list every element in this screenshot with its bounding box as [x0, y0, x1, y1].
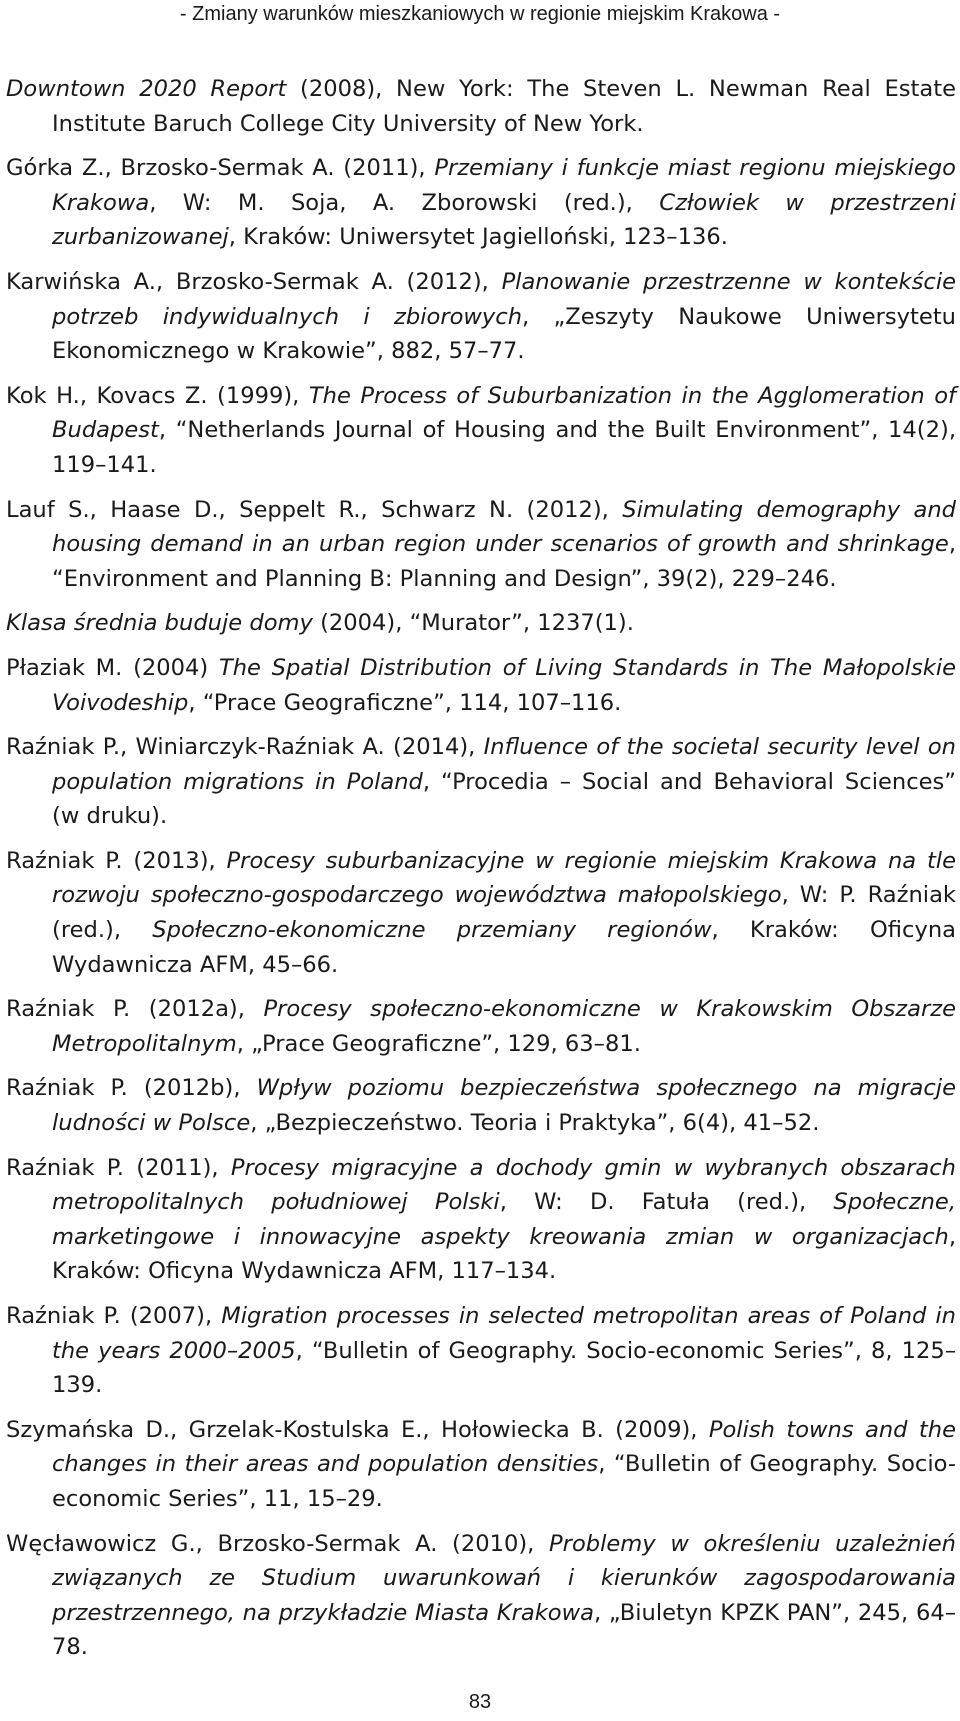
reference-text: Raźniak P. (2013), [6, 847, 227, 874]
reference-text: , W: D. Fatuła (red.), [499, 1189, 834, 1216]
reference-entry [6, 606, 956, 641]
reference-entry [6, 1413, 956, 1517]
reference-title-italic: Procesy suburbanizacyjne w regionie miejskim Krakowa na tle rozwoju społeczno-gospodarczego województwa małopolskiego [52, 847, 956, 909]
reference-text: , “Netherlands Journal of Housing and the Built Environment”, 14(2), 119–141. [52, 417, 956, 478]
reference-text: Płaziak M. (2004) [6, 654, 219, 681]
reference-text: Raźniak P. (2012a), [6, 996, 264, 1023]
reference-text: Raźniak P. (2007), [6, 1303, 222, 1329]
reference-entry [6, 1527, 956, 1665]
reference-title-italic: Wpływ poziomu bezpieczeństwa społecznego na migracje ludności w Polsce [52, 1075, 956, 1137]
reference-title-italic: Migration processes in selected metropolitan areas of Poland in the years 2000–2005 [52, 1303, 957, 1364]
reference-text: , Kraków: Oficyna Wydawnicza AFM, 45–66. [52, 917, 956, 978]
reference-title-italic: The Spatial Distribution of Living Standards in The Małopolskie Voivodeship [52, 654, 956, 716]
reference-title-italic: Simulating demography and housing demand in an urban region under scenarios of growth and shrinkage [52, 496, 956, 558]
reference-text: , “Prace Geograficzne”, 114, 107–116. [188, 689, 622, 716]
reference-title-italic: Człowiek w przestrzeni zurbanizowanej [52, 189, 956, 251]
reference-entry [6, 151, 956, 255]
reference-text: , “Bulletin of Geography. Socio-economic Series”, 8, 125–139. [52, 1337, 956, 1399]
reference-entry [6, 730, 956, 834]
reference-entry [6, 1071, 956, 1140]
reference-entry [6, 72, 956, 141]
reference-text: Lauf S., Haase D., Seppelt R., Schwarz N. (2012), [6, 496, 623, 523]
reference-text: Karwińska A., Brzosko-Sermak A. (2012), [6, 268, 502, 295]
reference-entry [6, 844, 956, 982]
reference-title-italic: Planowanie przestrzenne w kontekście potrzeb indywidualnych i zbiorowych [52, 268, 956, 330]
reference-title-italic: Klasa średnia buduje domy [6, 610, 313, 637]
reference-title-italic: Przemiany i funkcje miast regionu miejskiego Krakowa [52, 155, 956, 216]
reference-entry [6, 992, 956, 1061]
reference-text: Górka Z., Brzosko-Sermak A. (2011), [6, 155, 435, 182]
page-number: 83 [468, 1691, 492, 1713]
reference-entry [6, 493, 956, 597]
reference-text: , “Environment and Planning B: Planning and Design”, 39(2), 229–246. [52, 531, 956, 592]
reference-title-italic: Influence of the societal security level on population migrations in Poland [52, 734, 956, 795]
reference-text: Węcławowicz G., Brzosko-Sermak A. (2010), [6, 1530, 550, 1557]
reference-text: , “Bulletin of Geography. Socio-economic Series”, 11, 15–29. [52, 1451, 956, 1512]
reference-entry [6, 1151, 956, 1289]
reference-title-italic: Downtown 2020 Report [6, 76, 287, 102]
reference-title-italic: Procesy migracyjne a dochody gmin w wybranych obszarach metropolitalnych południowej Polski [52, 1154, 956, 1216]
reference-title-italic: Społeczno-ekonomiczne przemiany regionów [152, 917, 712, 944]
reference-entry [6, 1299, 956, 1403]
reference-text: , Kraków: Uniwersytet Jagielloński, 123–136. [228, 224, 728, 251]
reference-text: , „Biuletyn KPZK PAN”, 245, 64–78. [52, 1599, 956, 1661]
reference-text: , W: P. Raźniak (red.), [52, 882, 957, 944]
running-head: - Zmiany warunków mieszkaniowych w regionie miejskim Krakowa - [179, 3, 781, 25]
reference-title-italic: Polish towns and the changes in their areas and population densities [52, 1416, 956, 1478]
reference-title-italic: Problemy w określeniu uzależnień związanych ze Studium uwarunkowań i kierunków zagospodarowania przestrzennego, na przykładzie Miasta Krakowa [52, 1530, 956, 1626]
reference-text: Raźniak P. (2011), [6, 1154, 231, 1181]
reference-text: , “Procedia – Social and Behavioral Sciences” (w druku). [52, 768, 956, 830]
reference-text: , „Bezpieczeństwo. Teoria i Praktyka”, 6(4), 41–52. [250, 1110, 820, 1137]
reference-text: , Kraków: Oficyna Wydawnicza AFM, 117–134. [52, 1223, 956, 1285]
reference-entry [6, 265, 956, 369]
reference-list [6, 72, 956, 1675]
reference-title-italic: Społeczne, marketingowe i innowacyjne aspekty kreowania zmian w organizacjach [52, 1189, 956, 1250]
reference-entry [6, 651, 956, 720]
reference-text: Raźniak P., Winiarczyk-Raźniak A. (2014), [6, 734, 484, 761]
reference-text: , „Prace Geograficzne”, 129, 63–81. [236, 1030, 641, 1057]
reference-text: Szymańska D., Grzelak-Kostulska E., Hołowiecka B. (2009), [6, 1416, 709, 1443]
reference-text: , „Zeszyty Naukowe Uniwersytetu Ekonomicznego w Krakowie”, 882, 57–77. [52, 303, 956, 365]
reference-text: Raźniak P. (2012b), [6, 1075, 257, 1102]
reference-text: (2004), “Murator”, 1237(1). [312, 610, 634, 637]
reference-entry [6, 379, 956, 483]
reference-text: , W: M. Soja, A. Zborowski (red.), [149, 189, 660, 216]
reference-title-italic: The Process of Suburbanization in the Agglomeration of Budapest [52, 382, 956, 444]
reference-text: Kok H., Kovacs Z. (1999), [6, 382, 309, 409]
reference-title-italic: Procesy społeczno-ekonomiczne w Krakowskim Obszarze Metropolitalnym [52, 996, 956, 1057]
reference-text: (2008), New York: The Steven L. Newman Real Estate Institute Baruch College City University of New York. [52, 76, 956, 137]
